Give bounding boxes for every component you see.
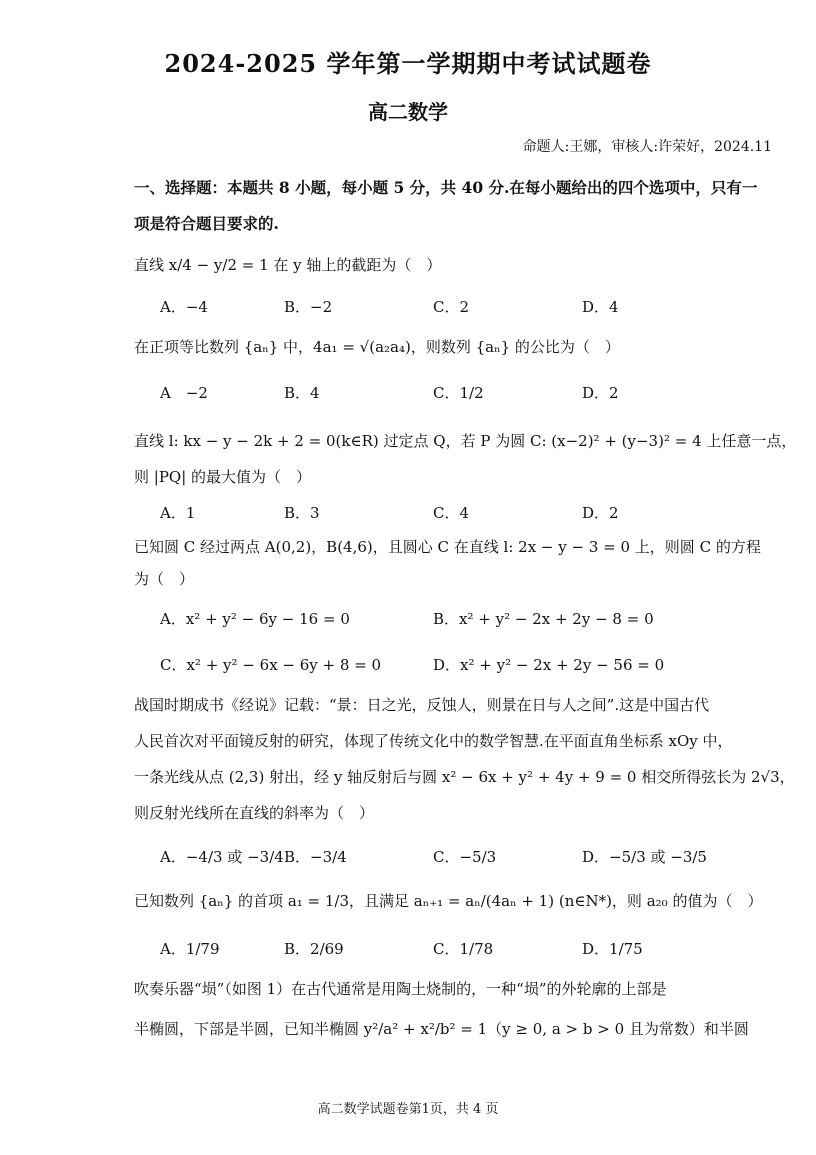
question-2-option-b: B．4 [284,384,320,402]
question-3-option-d: D．2 [582,504,619,522]
question-3-option-a: A．1 [160,504,196,522]
question-5-text-line2: 人民首次对平面镜反射的研究，体现了传统文化中的数学智慧.在平面直角坐标系 xOy 中， [134,732,733,750]
question-4-text-line2: 为（ ） [134,570,195,588]
exam-title: 2024-2025 学年第一学期期中考试试题卷 [164,49,652,78]
question-5-text-line1: 战国时期成书《经说》记载：“景：日之光，反蚀人，则景在日与人之间”.这是中国古代 [134,696,710,714]
question-3-text-line1: 直线 l: kx − y − 2k + 2 = 0(k∈R) 过定点 Q，若 P 为圆 C: (x−2)² + (y−3)² = 4 上任意一点， [134,432,797,450]
question-4-option-c: C．x² + y² − 6x − 6y + 8 = 0 [160,656,382,674]
question-4-option-a: A．x² + y² − 6y − 16 = 0 [160,610,350,628]
question-3-text-line2: 则 |PQ| 的最大值为（ ） [134,468,312,486]
question-7-text-line1: 吹奏乐器“埙”（如图 1）在古代通常是用陶土烧制的，一种“埙”的外轮廓的上部是 [134,980,667,998]
question-6-option-b: B．2/69 [284,940,344,958]
question-2-option-a: A −2 [160,384,208,402]
question-1-option-c: C．2 [433,298,470,316]
question-5-text-line3: 一条光线从点 (2,3) 射出，经 y 轴反射后与圆 x² − 6x + y² + 4y + 9 = 0 相交所得弦长为 2√3， [134,768,795,786]
question-1-option-d: D．4 [582,298,619,316]
exam-authors: 命题人:王娜，审核人:许荣好，2024.11 [522,139,772,155]
question-5-option-a: A．−4/3 或 −3/4 [160,848,284,866]
question-6-option-a: A．1/79 [160,940,220,958]
question-3-option-b: B．3 [284,504,320,522]
question-2-option-c: C．1/2 [433,384,484,402]
question-7-text-line2: 半椭圆，下部是半圆，已知半椭圆 y²/a² + x²/b² = 1（y ≥ 0, a > b > 0 且为常数）和半圆 [134,1020,749,1038]
question-4-text-line1: 已知圆 C 经过两点 A(0,2)，B(4,6)，且圆心 C 在直线 l: 2x − y − 3 = 0 上，则圆 C 的方程 [134,538,761,556]
question-1-option-b: B．−2 [284,298,333,316]
page-footer: 高二数学试题卷第1页，共 4 页 [317,1102,499,1117]
section-heading-line1: 一、选择题：本题共 8 小题，每小题 5 分，共 40 分.在每小题给出的四个选项中，只有一 [134,178,758,197]
question-6-option-c: C．1/78 [433,940,494,958]
question-4-option-b: B．x² + y² − 2x + 2y − 8 = 0 [433,610,654,628]
question-2-text: 在正项等比数列 {aₙ} 中，4a₁ = √(a₂a₄)，则数列 {aₙ} 的公比为（ ） [134,338,620,356]
question-1-option-a: A．−4 [160,298,208,316]
section-heading-line2: 项是符合题目要求的. [134,214,279,233]
question-6-option-d: D．1/75 [582,940,643,958]
question-5-text-line4: 则反射光线所在直线的斜率为（ ） [134,804,375,822]
question-5-option-b: B．−3/4 [284,848,347,866]
question-6-text: 已知数列 {aₙ} 的首项 a₁ = 1/3，且满足 aₙ₊₁ = aₙ/(4aₙ + 1) (n∈N*)，则 a₂₀ 的值为（ ） [134,892,763,910]
question-4-option-d: D．x² + y² − 2x + 2y − 56 = 0 [433,656,665,674]
question-3-option-c: C．4 [433,504,470,522]
question-2-option-d: D．2 [582,384,619,402]
question-5-option-d: D．−5/3 或 −3/5 [582,848,707,866]
exam-subject: 高二数学 [368,100,448,124]
question-5-option-c: C．−5/3 [433,848,497,866]
question-1-text: 直线 x/4 − y/2 = 1 在 y 轴上的截距为（ ） [134,256,442,274]
